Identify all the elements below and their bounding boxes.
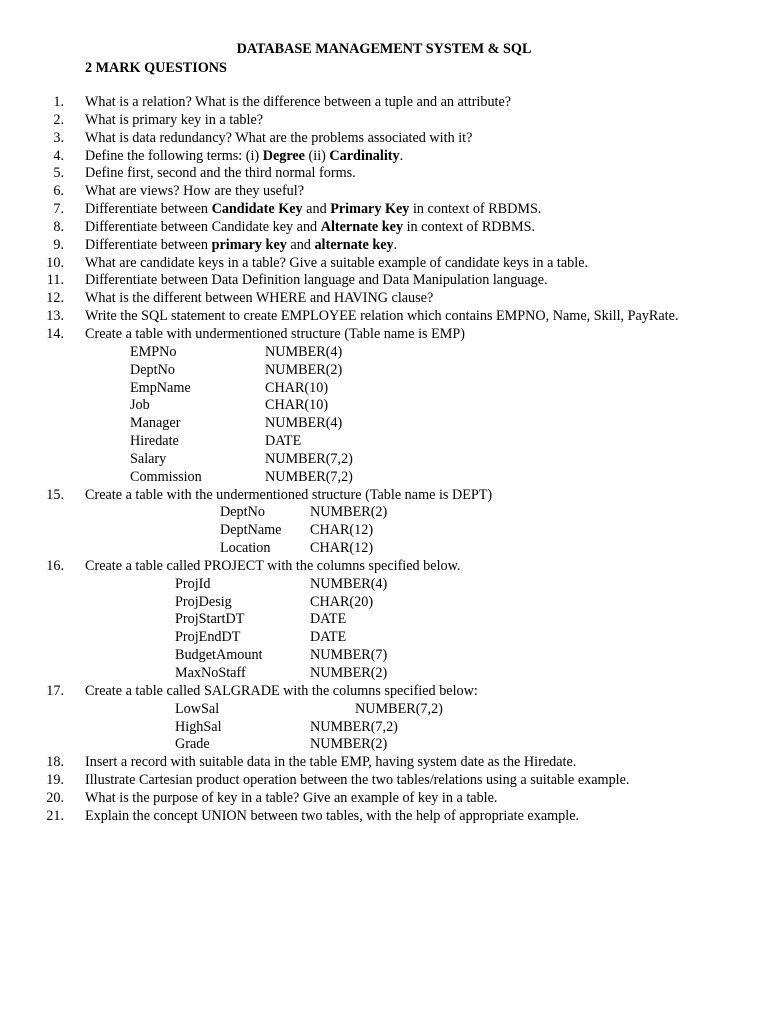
field-type: DATE xyxy=(265,433,302,450)
field-row xyxy=(0,629,768,647)
field-type: NUMBER(2) xyxy=(265,361,343,378)
question-text xyxy=(85,148,403,166)
text-segment: What are candidate keys in a table? Give a suitable example of candidate keys in a table. xyxy=(85,254,589,271)
field-row xyxy=(0,594,768,612)
question-number: 20. xyxy=(46,789,64,806)
field-row xyxy=(0,540,768,558)
question-item xyxy=(0,112,768,130)
question-number: 12. xyxy=(46,290,64,307)
field-row xyxy=(0,451,768,469)
question-number: 10. xyxy=(46,254,64,271)
field-row xyxy=(0,719,768,737)
field-name: LowSal xyxy=(175,700,220,717)
question-list xyxy=(0,94,768,826)
field-name: Commission xyxy=(130,468,202,485)
field-name: Location xyxy=(220,540,271,557)
field-name: Salary xyxy=(130,450,167,467)
field-name: Job xyxy=(130,397,150,414)
field-type: CHAR(12) xyxy=(310,522,374,539)
question-item xyxy=(0,94,768,112)
bold-term: Cardinality xyxy=(329,147,400,164)
bold-term: Candidate Key xyxy=(211,201,303,218)
field-type: NUMBER(4) xyxy=(265,415,343,432)
field-type: NUMBER(2) xyxy=(310,736,388,753)
field-type: NUMBER(2) xyxy=(310,504,388,521)
question-item xyxy=(0,772,768,790)
field-type: NUMBER(7,2) xyxy=(355,700,443,717)
field-name: EmpName xyxy=(130,379,191,396)
question-item xyxy=(0,683,768,701)
text-segment: Create a table called SALGRADE with the columns specified below: xyxy=(85,682,478,699)
question-text xyxy=(85,130,472,148)
field-name: MaxNoStaff xyxy=(175,665,246,681)
field-type: NUMBER(7,2) xyxy=(265,450,353,467)
question-item xyxy=(0,790,768,808)
question-item xyxy=(0,487,768,505)
field-name: ProjDesig xyxy=(175,593,232,610)
field-name: ProjEndDT xyxy=(175,629,241,646)
field-type: DATE xyxy=(310,611,347,628)
question-item xyxy=(0,272,768,290)
question-text xyxy=(85,790,497,808)
text-segment: Differentiate between Candidate key and xyxy=(85,218,321,235)
question-item xyxy=(0,165,768,183)
question-text xyxy=(85,255,588,273)
text-segment: Create a table with undermentioned structure (Table name is EMP) xyxy=(85,325,465,342)
field-row xyxy=(0,433,768,451)
text-segment: What is data redundancy? What are the problems associated with it? xyxy=(85,129,473,146)
text-segment: (ii) xyxy=(304,147,330,164)
question-text xyxy=(85,487,492,505)
field-row xyxy=(0,469,768,487)
question-item xyxy=(0,808,768,826)
field-row xyxy=(0,665,768,683)
field-type: CHAR(12) xyxy=(310,540,374,557)
field-name: Hiredate xyxy=(130,433,179,450)
field-type: NUMBER(7,2) xyxy=(265,468,353,485)
question-text xyxy=(85,112,263,130)
question-item xyxy=(0,255,768,273)
field-type: NUMBER(4) xyxy=(310,575,388,592)
text-segment: in context of RDBMS. xyxy=(403,218,536,235)
field-name: BudgetAmount xyxy=(175,647,263,664)
question-number: 3. xyxy=(53,129,64,146)
question-text xyxy=(85,754,576,772)
question-number: 6. xyxy=(53,183,64,200)
question-number: 14. xyxy=(46,325,64,342)
question-text xyxy=(85,237,397,255)
question-number: 8. xyxy=(53,218,64,235)
field-row xyxy=(0,701,768,719)
text-segment: Insert a record with suitable data in the table EMP, having system date as the Hiredate. xyxy=(85,754,577,771)
section-heading: 2 MARK QUESTIONS xyxy=(85,60,227,76)
question-number: 9. xyxy=(53,236,64,253)
question-number: 18. xyxy=(46,754,64,771)
question-number: 7. xyxy=(53,201,64,218)
bold-term: Primary Key xyxy=(330,201,410,218)
question-text xyxy=(85,290,433,308)
question-number: 1. xyxy=(53,94,64,110)
question-item xyxy=(0,290,768,308)
question-item xyxy=(0,558,768,576)
field-name: ProjStartDT xyxy=(175,611,245,628)
question-text xyxy=(85,183,304,201)
field-row xyxy=(0,647,768,665)
question-text xyxy=(85,326,465,344)
question-number: 15. xyxy=(46,486,64,503)
field-name: DeptNo xyxy=(130,361,175,378)
field-type: NUMBER(7) xyxy=(310,647,388,664)
text-segment: . xyxy=(393,236,398,253)
field-row xyxy=(0,576,768,594)
text-segment: and xyxy=(302,201,331,218)
field-row xyxy=(0,362,768,380)
question-item xyxy=(0,326,768,344)
text-segment: What is a relation? What is the difference between a tuple and an attribute? xyxy=(85,94,512,110)
text-segment: and xyxy=(286,236,315,253)
question-number: 11. xyxy=(46,272,64,289)
text-segment: Explain the concept UNION between two tables, with the help of appropriate example. xyxy=(85,807,580,824)
text-segment: What are views? How are they useful? xyxy=(85,183,305,200)
field-row xyxy=(0,415,768,433)
field-name: ProjId xyxy=(175,575,211,592)
field-row xyxy=(0,344,768,362)
text-segment: What is the different between WHERE and HAVING clause? xyxy=(85,290,434,307)
question-number: 2. xyxy=(53,111,64,128)
bold-term: Alternate key xyxy=(320,218,404,235)
question-text xyxy=(85,772,629,790)
field-name: DeptNo xyxy=(220,504,265,521)
question-item xyxy=(0,130,768,148)
field-row xyxy=(0,522,768,540)
question-text xyxy=(85,308,678,326)
question-number: 13. xyxy=(46,308,64,325)
text-segment: Create a table with the undermentioned structure (Table name is DEPT) xyxy=(85,486,493,503)
question-item xyxy=(0,754,768,772)
field-type: NUMBER(7,2) xyxy=(310,718,398,735)
question-item xyxy=(0,237,768,255)
text-segment: Differentiate between xyxy=(85,201,212,218)
question-item xyxy=(0,219,768,237)
text-segment: Define first, second and the third normal forms. xyxy=(85,165,356,182)
field-type: NUMBER(2) xyxy=(310,665,388,681)
text-segment: Illustrate Cartesian product operation between the two tables/relations using a suitable example. xyxy=(85,772,630,789)
text-segment: Create a table called PROJECT with the columns specified below. xyxy=(85,557,461,574)
text-segment: What is primary key in a table? xyxy=(85,111,264,128)
question-item xyxy=(0,201,768,219)
question-text xyxy=(85,808,579,826)
bold-term: primary key xyxy=(211,236,287,253)
field-row xyxy=(0,380,768,398)
question-number: 19. xyxy=(46,772,64,789)
question-number: 4. xyxy=(53,147,64,164)
document-title: DATABASE MANAGEMENT SYSTEM & SQL xyxy=(236,41,532,57)
field-name: DeptName xyxy=(220,522,282,539)
question-text xyxy=(85,219,535,237)
question-number: 21. xyxy=(46,807,64,824)
question-text xyxy=(85,201,541,219)
field-name: Manager xyxy=(130,415,181,432)
bold-term: alternate key xyxy=(314,236,394,253)
question-text xyxy=(85,165,356,183)
text-segment: Differentiate between xyxy=(85,236,212,253)
text-segment: in context of RBDMS. xyxy=(409,201,542,218)
field-row xyxy=(0,397,768,415)
field-row xyxy=(0,504,768,522)
field-type: CHAR(20) xyxy=(310,593,374,610)
question-text xyxy=(85,94,511,112)
question-item xyxy=(0,148,768,166)
question-text xyxy=(85,558,460,576)
field-row xyxy=(0,611,768,629)
field-name: EMPNo xyxy=(130,343,177,360)
field-row xyxy=(0,736,768,754)
field-name: HighSal xyxy=(175,718,222,735)
question-item xyxy=(0,308,768,326)
question-text xyxy=(85,272,548,290)
text-segment: What is the purpose of key in a table? Give an example of key in a table. xyxy=(85,789,498,806)
field-type: NUMBER(4) xyxy=(265,343,343,360)
text-segment: Define the following terms: (i) xyxy=(85,147,263,164)
field-name: Grade xyxy=(175,736,210,753)
question-text xyxy=(85,683,478,701)
question-number: 17. xyxy=(46,682,64,699)
question-number: 5. xyxy=(53,165,64,182)
bold-term: Degree xyxy=(262,147,305,164)
text-segment: . xyxy=(399,147,404,164)
field-type: CHAR(10) xyxy=(265,379,329,396)
text-segment: Differentiate between Data Definition language and Data Manipulation language. xyxy=(85,272,548,289)
question-item xyxy=(0,183,768,201)
field-type: CHAR(10) xyxy=(265,397,329,414)
question-number: 16. xyxy=(46,557,64,574)
text-segment: Write the SQL statement to create EMPLOYEE relation which contains EMPNO, Name, Skill, PayRate. xyxy=(85,308,679,325)
field-type: DATE xyxy=(310,629,347,646)
